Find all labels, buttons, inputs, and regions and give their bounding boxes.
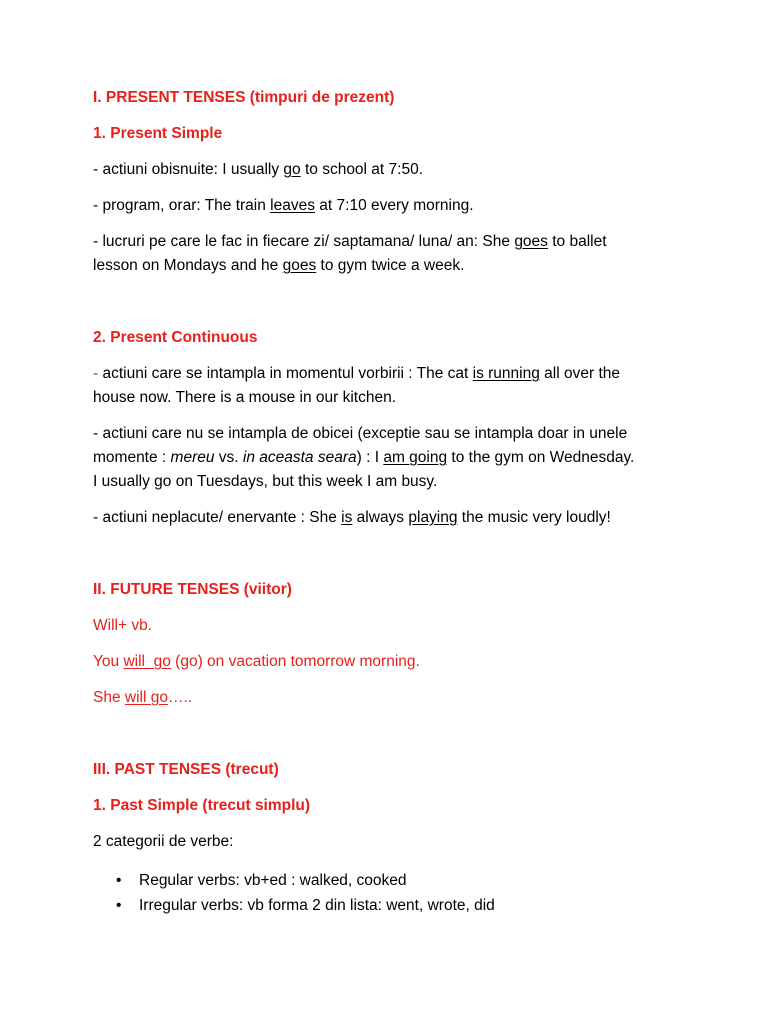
present-simple-line-4: lesson on Mondays and he goes to gym twice a week. bbox=[93, 257, 465, 274]
underlined-verb: go bbox=[283, 161, 301, 178]
italic-phrase: in aceasta seara bbox=[242, 449, 357, 466]
italic-word: mereu bbox=[170, 449, 215, 466]
underlined-verb: will go bbox=[123, 653, 171, 670]
present-continuous-line-3: - actiuni care nu se intampla de obicei (exceptie sau se intampla doar in unele bbox=[93, 425, 628, 442]
verb-categories-list bbox=[93, 869, 495, 918]
bullet-icon: • bbox=[116, 872, 122, 889]
list-item: • Regular verbs: vb+ed : walked, cooked bbox=[93, 869, 495, 894]
underlined-verb: goes bbox=[282, 257, 317, 274]
section-heading-present-tenses: I. PRESENT TENSES (timpuri de prezent) bbox=[93, 89, 395, 106]
section-heading-past-tenses: III. PAST TENSES (trecut) bbox=[93, 761, 279, 778]
present-continuous-line-2: house now. There is a mouse in our kitchen. bbox=[93, 389, 396, 406]
present-simple-line-2: - program, orar: The train leaves at 7:10 every morning. bbox=[93, 197, 474, 214]
subheading-present-continuous: 2. Present Continuous bbox=[93, 329, 258, 346]
present-simple-line-1: - actiuni obisnuite: I usually go to school at 7:50. bbox=[93, 161, 424, 178]
bullet-icon: • bbox=[116, 896, 122, 914]
past-simple-intro: 2 categorii de verbe: bbox=[93, 833, 234, 850]
present-simple-line-3: - lucruri pe care le fac in fiecare zi/ saptamana/ luna/ an: She goes to ballet bbox=[93, 233, 607, 250]
red-dash: - bbox=[93, 365, 99, 382]
underlined-verb: am going bbox=[383, 449, 448, 466]
underlined-verb: playing bbox=[408, 509, 458, 526]
underlined-verb: will go bbox=[124, 689, 168, 706]
underlined-verb: goes bbox=[514, 233, 548, 250]
list-item: • Irregular verbs: vb forma 2 din lista: went, wrote, did bbox=[93, 894, 495, 919]
section-heading-future-tenses: II. FUTURE TENSES (viitor) bbox=[93, 581, 292, 598]
underlined-verb: is bbox=[341, 509, 353, 526]
future-line-3: She will go….. bbox=[93, 689, 193, 706]
underlined-verb: is running bbox=[472, 365, 540, 382]
present-continuous-line-1: - actiuni care se intampla in momentul vorbirii : The cat is running all over the bbox=[93, 365, 620, 382]
underlined-verb: leaves bbox=[270, 197, 315, 214]
present-continuous-line-5: I usually go on Tuesdays, but this week I am busy. bbox=[93, 473, 438, 490]
future-line-2: You will go (go) on vacation tomorrow morning. bbox=[93, 653, 420, 670]
future-line-1: Will+ vb. bbox=[93, 617, 152, 634]
subheading-past-simple: 1. Past Simple (trecut simplu) bbox=[93, 797, 311, 814]
present-continuous-line-4: momente : mereu vs. in aceasta seara) : I am going to the gym on Wednesday. bbox=[93, 449, 635, 466]
present-continuous-line-6: - actiuni neplacute/ enervante : She is always playing the music very loudly! bbox=[93, 509, 611, 526]
subheading-present-simple: 1. Present Simple bbox=[93, 125, 223, 142]
